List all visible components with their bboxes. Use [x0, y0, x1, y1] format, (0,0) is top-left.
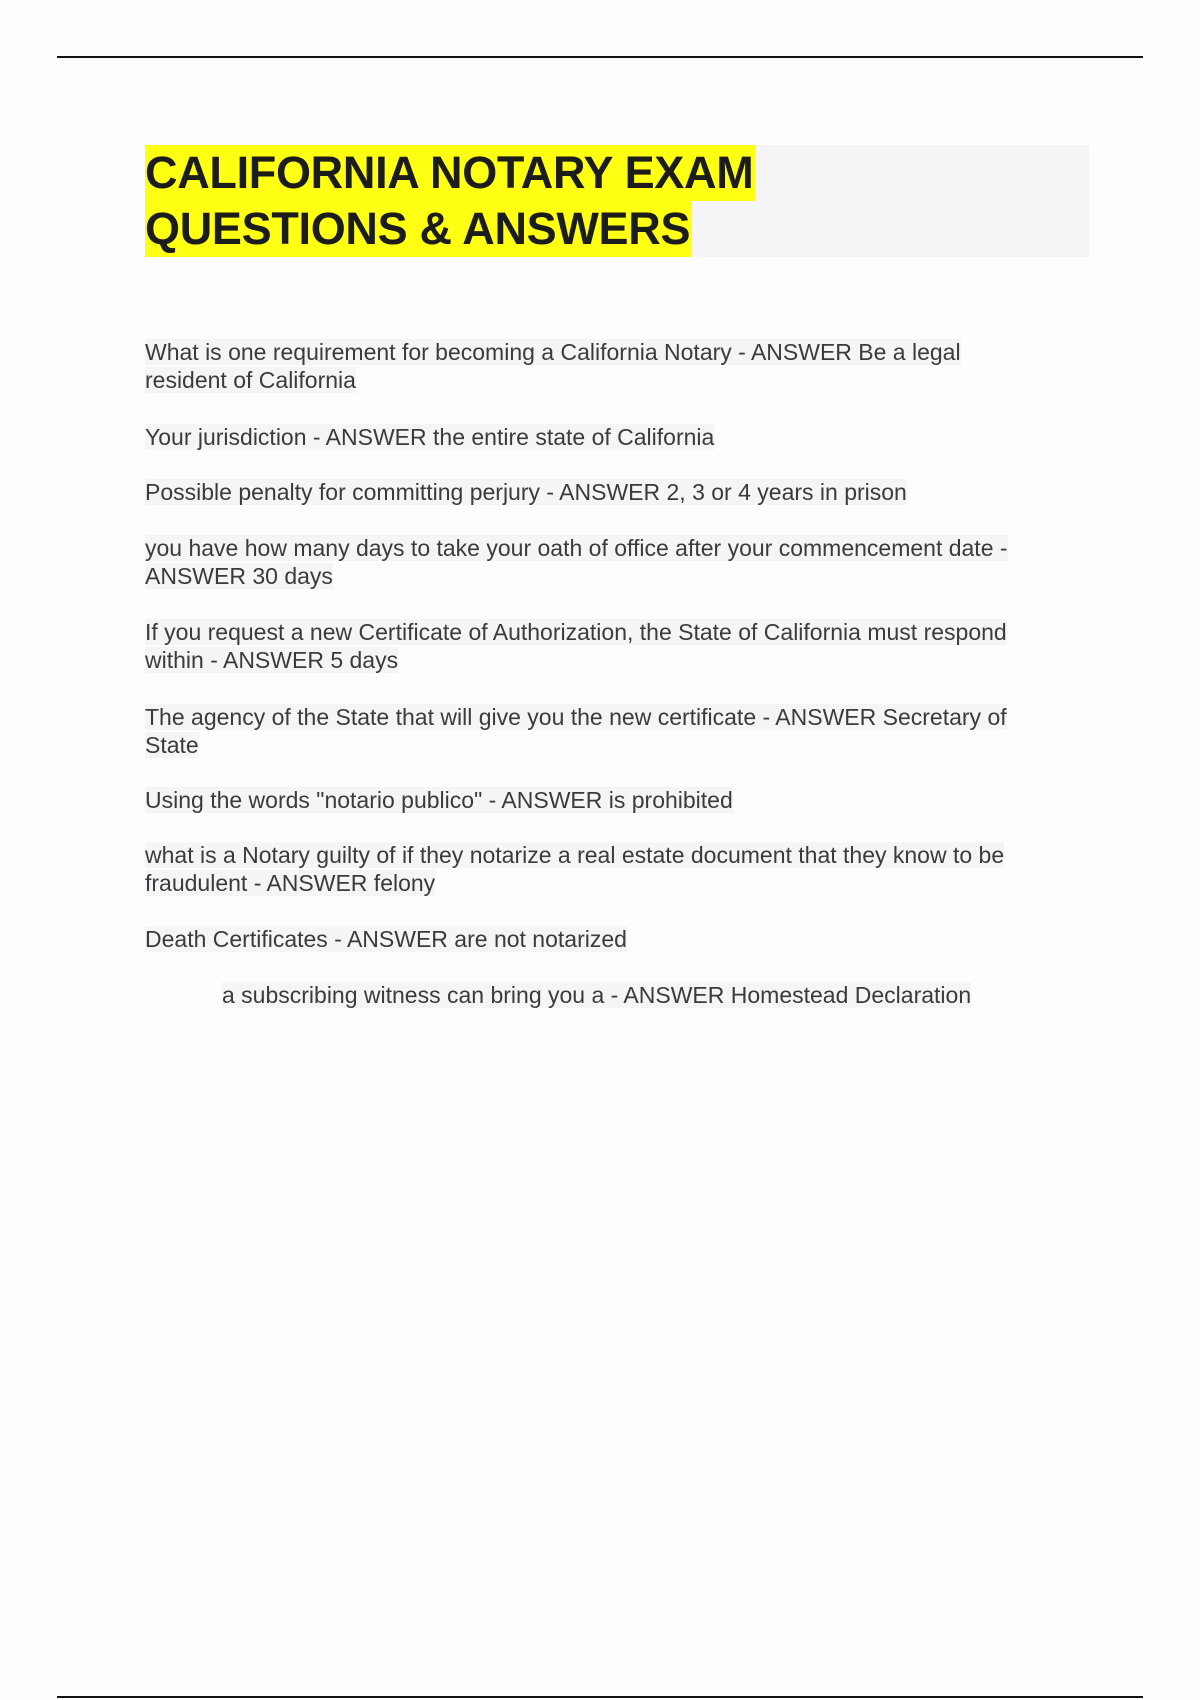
qa-item-5-line-2: within - ANSWER 5 days [145, 647, 399, 673]
qa-item-4-line-2: ANSWER 30 days [145, 563, 333, 589]
qa-item-1 [145, 338, 1065, 394]
document-title [145, 145, 1089, 257]
qa-item-5-line-1: If you request a new Certificate of Authorization, the State of California must respond [145, 619, 1007, 645]
qa-item-2 [145, 423, 1065, 451]
qa-item-9-line-1: Death Certificates - ANSWER are not notarized [145, 926, 627, 952]
qa-item-8-line-2: fraudulent - ANSWER felony [145, 870, 436, 896]
header-rule [57, 56, 1143, 58]
qa-item-3-line-1: Possible penalty for committing perjury - ANSWER 2, 3 or 4 years in prison [145, 479, 907, 505]
qa-item-7 [145, 786, 1065, 814]
qa-item-2-line-1: Your jurisdiction - ANSWER the entire state of California [145, 424, 715, 450]
qa-item-10-line-1: a subscribing witness can bring you a - ANSWER Homestead Declaration [222, 982, 972, 1008]
qa-item-7-line-1: Using the words "notario publico" - ANSWER is prohibited [145, 787, 733, 813]
qa-item-4 [145, 534, 1065, 590]
qa-item-1-line-2: resident of California [145, 367, 356, 393]
qa-item-6-line-1: The agency of the State that will give you the new certificate - ANSWER Secretary of [145, 704, 1007, 730]
qa-item-3 [145, 478, 1065, 506]
qa-item-8 [145, 841, 1065, 897]
qa-item-8-line-1: what is a Notary guilty of if they notarize a real estate document that they know to be [145, 842, 1005, 868]
footer-rule [57, 1696, 1143, 1698]
qa-item-1-line-1: What is one requirement for becoming a California Notary - ANSWER Be a legal [145, 339, 961, 365]
qa-item-6-line-2: State [145, 732, 199, 758]
qa-item-5 [145, 618, 1065, 674]
title-line-1: CALIFORNIA NOTARY EXAM [145, 145, 755, 201]
qa-item-9 [145, 925, 1065, 953]
qa-item-6 [145, 703, 1065, 759]
qa-item-4-line-1: you have how many days to take your oath of office after your commencement date - [145, 535, 1008, 561]
qa-item-10 [222, 981, 1142, 1009]
title-line-2: QUESTIONS & ANSWERS [145, 201, 692, 257]
